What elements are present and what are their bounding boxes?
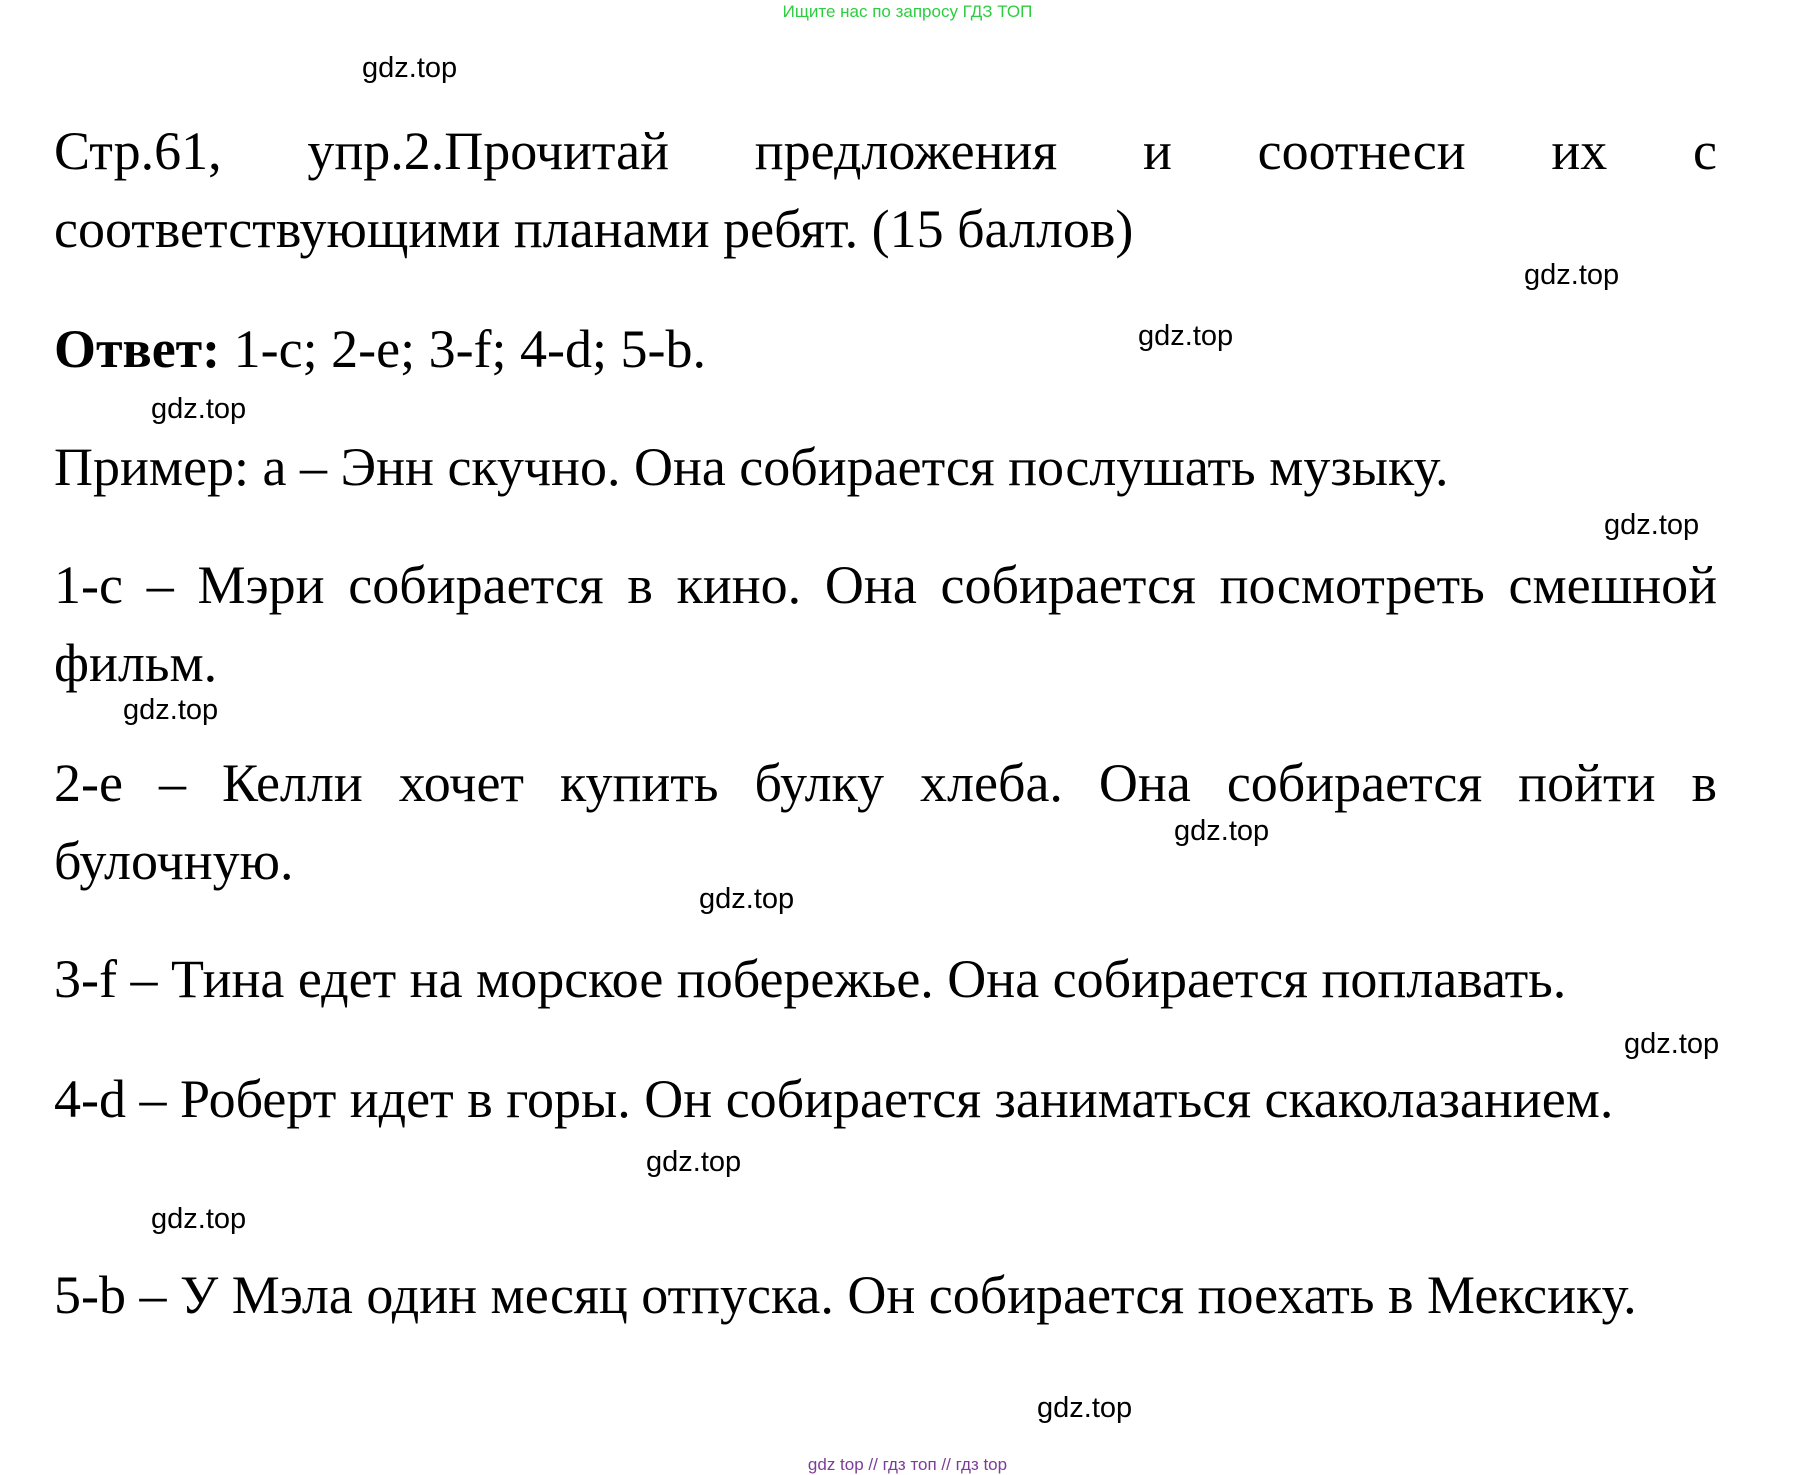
watermark-text: gdz.top	[1174, 815, 1270, 847]
task-title: Стр.61, упр.2.Прочитай предложения и соотнеси их с соответствующими планами ребят. (15 баллов)	[54, 121, 1717, 259]
bottom-footer-banner: gdz top // гдз топ // гдз top	[807, 1455, 1008, 1474]
watermark-text: gdz.top	[1524, 259, 1620, 291]
answer-item-3: 3-f – Тина едет на морское побережье. Она собирается поплавать.	[54, 949, 1567, 1009]
answer-label: Ответ:	[54, 319, 221, 379]
watermark-text: gdz.top	[1037, 1392, 1133, 1424]
example-line: Пример: a – Энн скучно. Она собирается послушать музыку.	[54, 437, 1449, 497]
watermark-text: gdz.top	[1604, 509, 1700, 541]
answer-item-2: 2-e – Келли хочет купить булку хлеба. Она собирается пойти в булочную.	[54, 753, 1717, 891]
watermark-text: gdz.top	[151, 1203, 247, 1235]
top-search-banner: Ищите нас по запросу ГДЗ ТОП	[782, 2, 1033, 21]
watermark-text: gdz.top	[699, 883, 795, 915]
answer-item-4: 4-d – Роберт идет в горы. Он собирается заниматься скаколазанием.	[54, 1069, 1614, 1129]
watermark-text: gdz.top	[1624, 1028, 1720, 1060]
watermark-text: gdz.top	[151, 393, 247, 425]
watermark-text: gdz.top	[123, 694, 219, 726]
answer-item-1: 1-c – Мэри собирается в кино. Она собирается посмотреть смешной фильм.	[54, 555, 1717, 693]
answer-value: 1-c; 2-e; 3-f; 4-d; 5-b.	[220, 319, 707, 379]
watermark-text: gdz.top	[646, 1146, 742, 1178]
watermark-text: gdz.top	[362, 52, 458, 84]
watermark-text: gdz.top	[1138, 320, 1234, 352]
answer-item-5: 5-b – У Мэла один месяц отпуска. Он собирается поехать в Мексику.	[54, 1265, 1637, 1325]
answer-line	[54, 310, 1717, 388]
